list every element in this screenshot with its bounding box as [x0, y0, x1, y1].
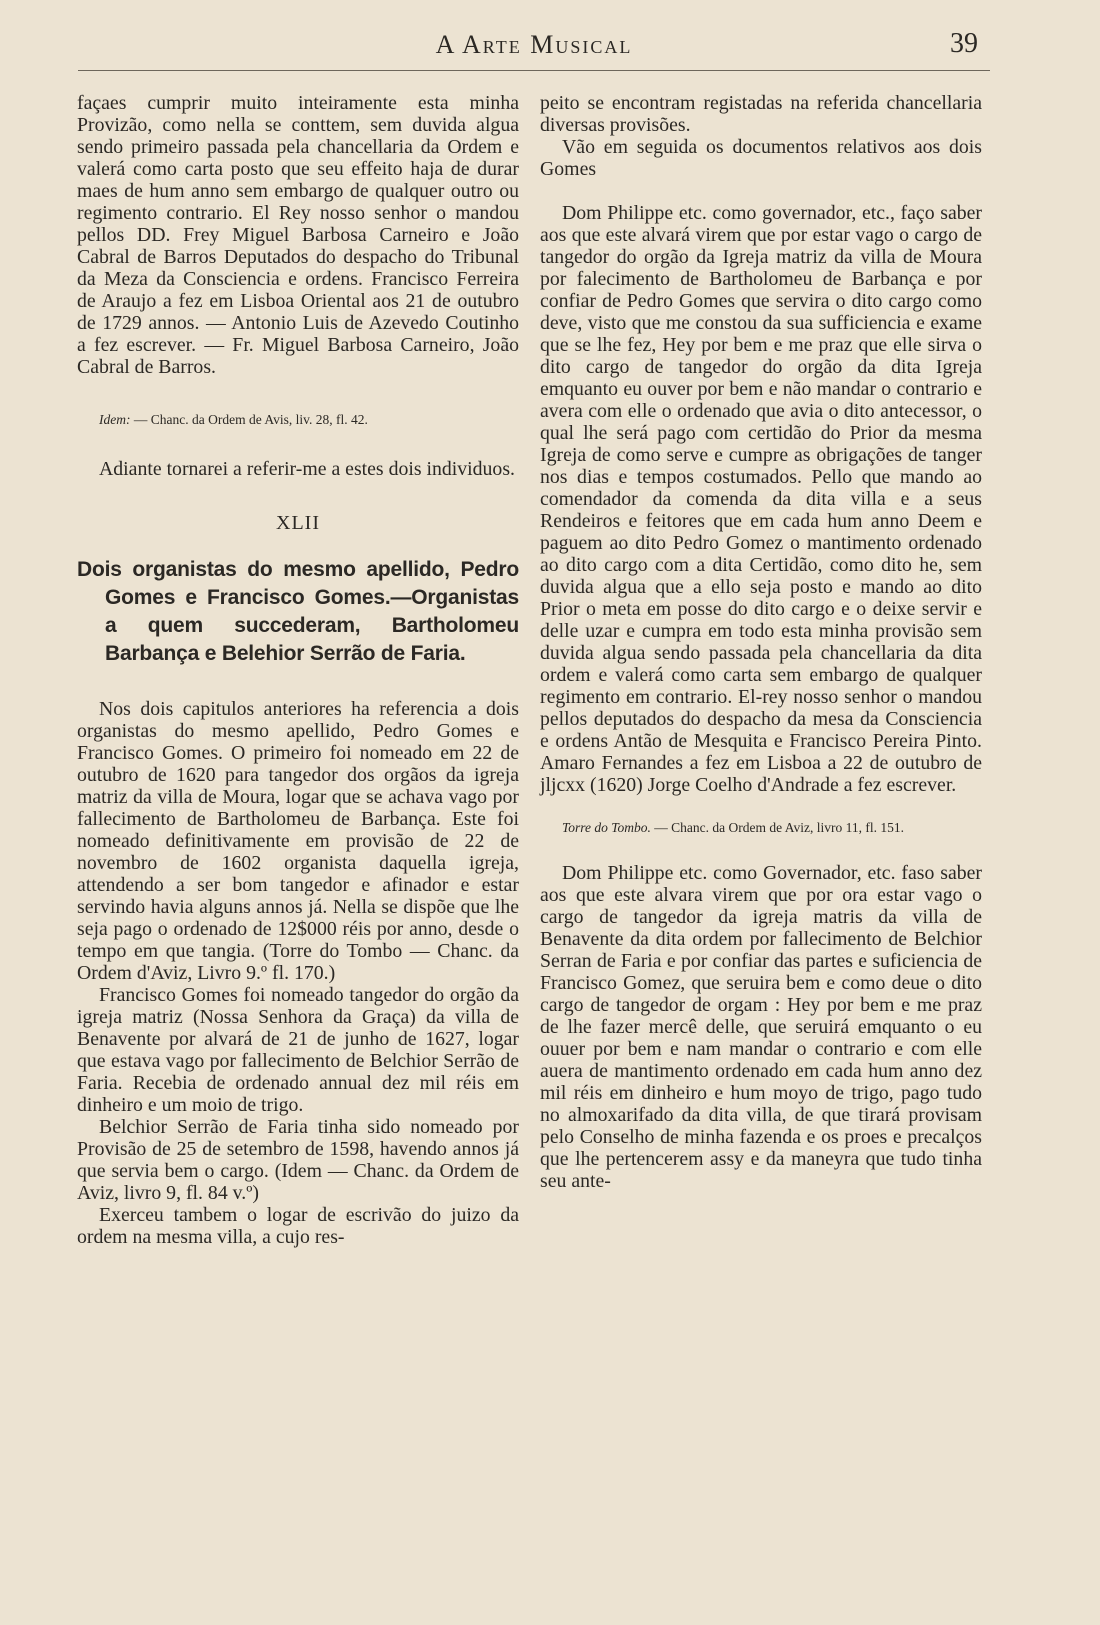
- paragraph: Vão em seguida os documentos relativos aos dois Gomes: [540, 136, 982, 180]
- document-transcription: Dom Philippe etc. como governador, etc., faço saber aos que este alvará virem que por estar vago o cargo de tangedor do orgão da Igreja matriz da villa de Moura por falecimento de Bartholomeu de Barbança e por confiar de Pedro Gomes que servira o dito cargo como deve, visto que me constou da sua sufficiencia e exame que se lhe fez, Hey por bem e me praz que elle sirva o dito cargo de tangedor do orgão da dita Igreja emquanto eu ouver por bem e não mandar o contrario e avera com elle o ordenado que avia o dito antecessor, o qual lhe será pago com certidão do Prior da mesma Igreja de como serve e cumpre as obrigações de tanger nos dias e tempos costumados. Pello que mando ao comendador da comenda da dita villa e a seus Rendeiros e feitores que em cada hum anno Deem e paguem ao dito Pedro Gomez o mantimento ordenado ao dito cargo com a dita Certidão, como dito he, sem duvida algua que a ello seja posto e mando ao dito Prior o meta em posse do dito cargo e o deixe servir e delle uzar e cumpra em todo esta minha provisão sem duvida algua sendo passada pela chancellaria da dita ordem e valerá como carta sem embargo de qualquer regimento em contrario. El-rey nosso senhor o mandou pellos deputados do despacho da mesa da Consciencia e ordens Antão de Mesquita e Francisco Pereira Pinto. Amaro Fernandes a fez em Lisboa a 22 de outubro de jljcxx (1620) Jorge Coelho d'Andrade a fez escrever.: [540, 202, 982, 796]
- left-column: [77, 92, 519, 1248]
- citation-detail: — Chanc. da Ordem de Aviz, livro 11, fl. 151.: [650, 820, 904, 835]
- paragraph: Francisco Gomes foi nomeado tangedor do orgão da igreja matriz (Nossa Senhora da Graça) da villa de Benavente por alvará de 21 de junho de 1627, logar que estava vago por fallecimento de Belchior Serrão de Faria. Recebia de ordenado annual dez mil réis em dinheiro e um moio de trigo.: [77, 984, 519, 1116]
- paragraph: Belchior Serrão de Faria tinha sido nomeado por Provisão de 25 de setembro de 1598, havendo annos já que servia bem o cargo. (Idem — Chanc. da Ordem de Aviz, livro 9, fl. 84 v.º): [77, 1116, 519, 1204]
- running-title: A Arte Musical: [435, 30, 633, 59]
- paragraph: Nos dois capitulos anteriores ha referencia a dois organistas do mesmo apellido, Pedro Gomes e Francisco Gomes. O primeiro foi nomeado em 22 de outubro de 1620 para tangedor dos orgãos da igreja matriz da villa de Moura, logar que se achava vago por fallecimento de Bartholomeu de Barbança. Este foi nomeado definitivamente em provisão de 22 de novembro de 1602 organista daquella igreja, attendendo a ser bom tangedor e afinador e estar servindo havia alguns annos já. Nella se dispõe que lhe seja pago o ordenado de 12$000 réis por anno, desde o tempo em que tangia. (Torre do Tombo — Chanc. da Ordem d'Aviz, Livro 9.º fl. 170.): [77, 698, 519, 984]
- right-column: [540, 92, 982, 1192]
- document-transcription: Dom Philippe etc. como Governador, etc. faso saber aos que este alvara virem que por ora estar vago o cargo de tangedor da igreja matris da villa de Benavente da dita ordem por fallecimento de Belchior Serran de Faria e por confiar das partes e suficiencia de Francisco Gomez, que seruira bem e como deue o dito cargo de tangedor de orgam : Hey por bem e me praz de lhe fazer mercê delle, que seruirá emquanto o eu ouuer por bem e nam mandar o contrario e com elle auera de mantimento ordenado em cada hum anno dez mil réis em dinheiro e hum moyo de trigo, pago tudo no almoxarifado da dita villa, de que tirará provisam pelo Conselho de minha fazenda e os proes e precalços que lhe pertencerem assy e da maneyra que tudo tinha seu ante-: [540, 862, 982, 1192]
- paragraph: Adiante tornarei a referir-me a estes dois individuos.: [99, 458, 515, 480]
- section-title: Dois organistas do mesmo apellido, Pedro Gomes e Francisco Gomes.—Organistas a quem succederam, Bartholomeu Barbança e Belehior Serrão de Faria.: [77, 558, 519, 665]
- paragraph: Exerceu tambem o logar de escrivão do juizo da ordem na mesma villa, a cujo res-: [77, 1204, 519, 1248]
- citation: [77, 412, 519, 428]
- section-number: XLII: [276, 512, 320, 534]
- paragraph: façaes cumprir muito inteiramente esta minha Provizão, como nella se conttem, sem duvida algua sendo primeiro passada pela chancellaria da Ordem e valerá como carta posto que seu effeito haja de durar maes de hum anno sem embargo de qualquer outro ou regimento contrario. El Rey nosso senhor o mandou pellos DD. Frey Miguel Barbosa Carneiro e João Cabral de Barros Deputados do despacho do Tribunal da Meza da Consciencia e ordens. Francisco Ferreira de Araujo a fez em Lisboa Oriental aos 21 de outubro de 1729 annos. — Antonio Luis de Azevedo Coutinho a fez escrever. — Fr. Miguel Barbosa Carneiro, João Cabral de Barros.: [77, 92, 519, 378]
- paragraph: peito se encontram registadas na referida chancellaria diversas provisões.: [540, 92, 982, 136]
- page-number: 39: [950, 28, 978, 59]
- page-header: [78, 26, 990, 71]
- citation: [540, 820, 982, 836]
- citation-source: Idem:: [99, 412, 131, 427]
- citation-source: Torre do Tombo.: [562, 820, 651, 835]
- citation-detail: — Chanc. da Ordem de Avis, liv. 28, fl. 42.: [130, 412, 368, 427]
